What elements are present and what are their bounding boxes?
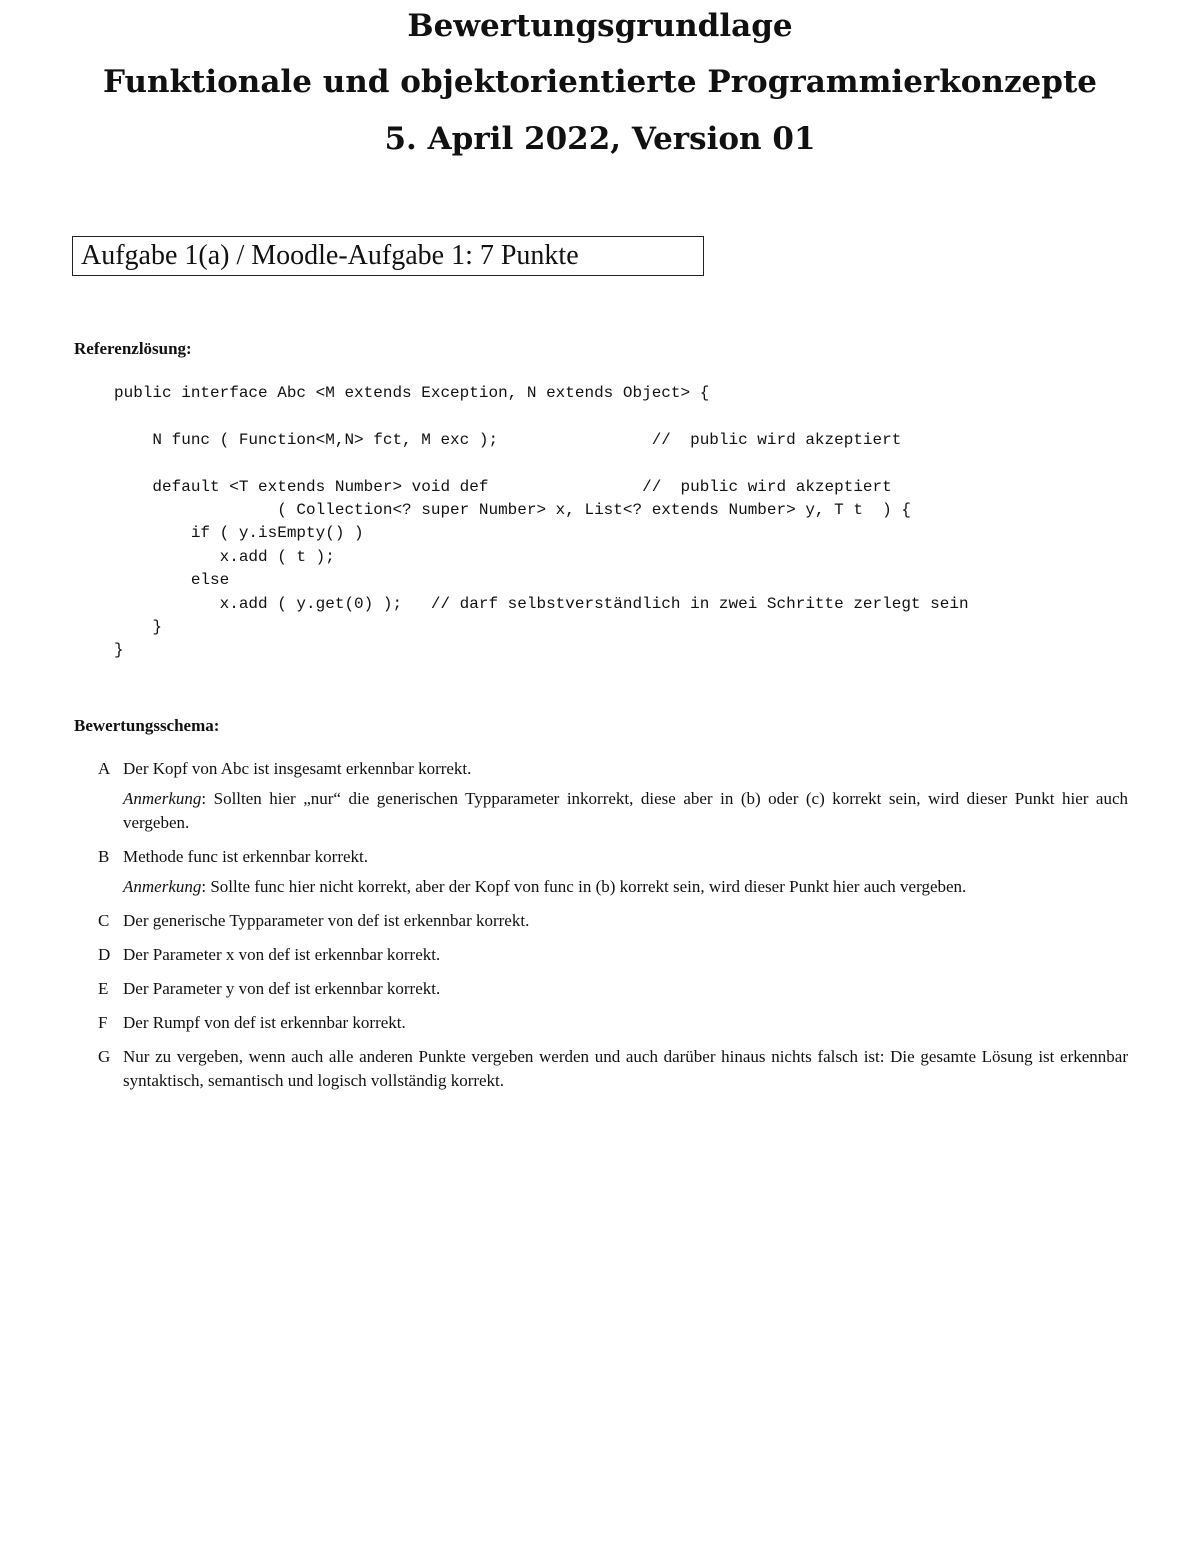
code-line: public interface Abc <M extends Exception, N extends Object> { bbox=[114, 384, 710, 402]
scheme-item-letter: E bbox=[98, 979, 109, 998]
code-line: x.add ( t ); bbox=[114, 547, 335, 566]
scheme-item-letter: A bbox=[98, 759, 111, 778]
note-text: : Sollte func hier nicht korrekt, aber der Kopf von func in (b) korrekt sein, wird dieser Punkt hier auch vergeben. bbox=[201, 877, 967, 896]
scheme-item-text: Der Parameter y von def ist erkennbar korrekt. bbox=[123, 979, 441, 998]
exam-date-version: 5. April 2022, Version 01 bbox=[384, 121, 816, 157]
scheme-item bbox=[98, 845, 1128, 899]
scheme-item-text: Der Parameter x von def ist erkennbar korrekt. bbox=[123, 945, 441, 964]
code-line: } bbox=[114, 617, 163, 636]
grading-scheme-list bbox=[98, 757, 1128, 1103]
code-line bbox=[114, 452, 969, 475]
course-title: Funktionale und objektorientierte Programmierkonzepte bbox=[103, 64, 1097, 100]
code-line: } bbox=[114, 641, 124, 660]
scheme-item-text: Nur zu vergeben, wenn auch alle anderen Punkte vergeben werden und auch darüber hinaus nichts falsch ist: Die gesamte Lösung ist erkennbar syntaktisch, semantisch und logisch vollständig korrekt. bbox=[123, 1047, 1128, 1090]
code-line bbox=[114, 405, 969, 428]
scheme-item-note bbox=[123, 875, 1128, 899]
reference-code-block bbox=[114, 382, 969, 663]
code-line: x.add ( y.get(0) ); // darf selbstverständlich in zwei Schritte zerlegt sein bbox=[114, 594, 969, 613]
task-heading: Aufgabe 1(a) / Moodle-Aufgabe 1: 7 Punkte bbox=[72, 236, 704, 276]
scheme-item-letter: F bbox=[98, 1013, 108, 1032]
code-line: ( Collection<? super Number> x, List<? extends Number> y, T t ) { bbox=[114, 500, 911, 519]
reference-solution-label: Referenzlösung: bbox=[74, 339, 192, 358]
scheme-item-letter: D bbox=[98, 945, 111, 964]
scheme-item-text: Der Rumpf von def ist erkennbar korrekt. bbox=[123, 1013, 406, 1032]
scheme-item bbox=[98, 977, 1128, 1001]
document-title: Bewertungsgrundlage bbox=[407, 8, 793, 44]
scheme-item bbox=[98, 943, 1128, 967]
scheme-item bbox=[98, 1011, 1128, 1035]
code-line: default <T extends Number> void def // public wird akzeptiert bbox=[114, 477, 892, 496]
scheme-item-letter: C bbox=[98, 911, 110, 930]
code-line: if ( y.isEmpty() ) bbox=[114, 524, 364, 543]
scheme-item bbox=[98, 757, 1128, 835]
scheme-item bbox=[98, 1045, 1128, 1093]
note-text: : Sollten hier „nur“ die generischen Typparameter inkorrekt, diese aber in (b) oder (c) korrekt sein, wird dieser Punkt hier auch vergeben. bbox=[123, 789, 1128, 832]
code-line: N func ( Function<M,N> fct, M exc ); // public wird akzeptiert bbox=[114, 430, 902, 449]
scheme-item-letter: B bbox=[98, 847, 110, 866]
scheme-item-text: Methode func ist erkennbar korrekt. bbox=[123, 847, 368, 866]
scheme-item-note bbox=[123, 787, 1128, 835]
note-label: Anmerkung bbox=[123, 877, 202, 896]
grading-scheme-label: Bewertungsschema: bbox=[74, 716, 220, 735]
code-line: else bbox=[114, 571, 230, 590]
scheme-item bbox=[98, 909, 1128, 933]
note-label: Anmerkung bbox=[123, 789, 202, 808]
scheme-item-text: Der generische Typparameter von def ist erkennbar korrekt. bbox=[123, 911, 530, 930]
scheme-item-letter: G bbox=[98, 1047, 111, 1066]
scheme-item-text: Der Kopf von Abc ist insgesamt erkennbar korrekt. bbox=[123, 759, 472, 778]
